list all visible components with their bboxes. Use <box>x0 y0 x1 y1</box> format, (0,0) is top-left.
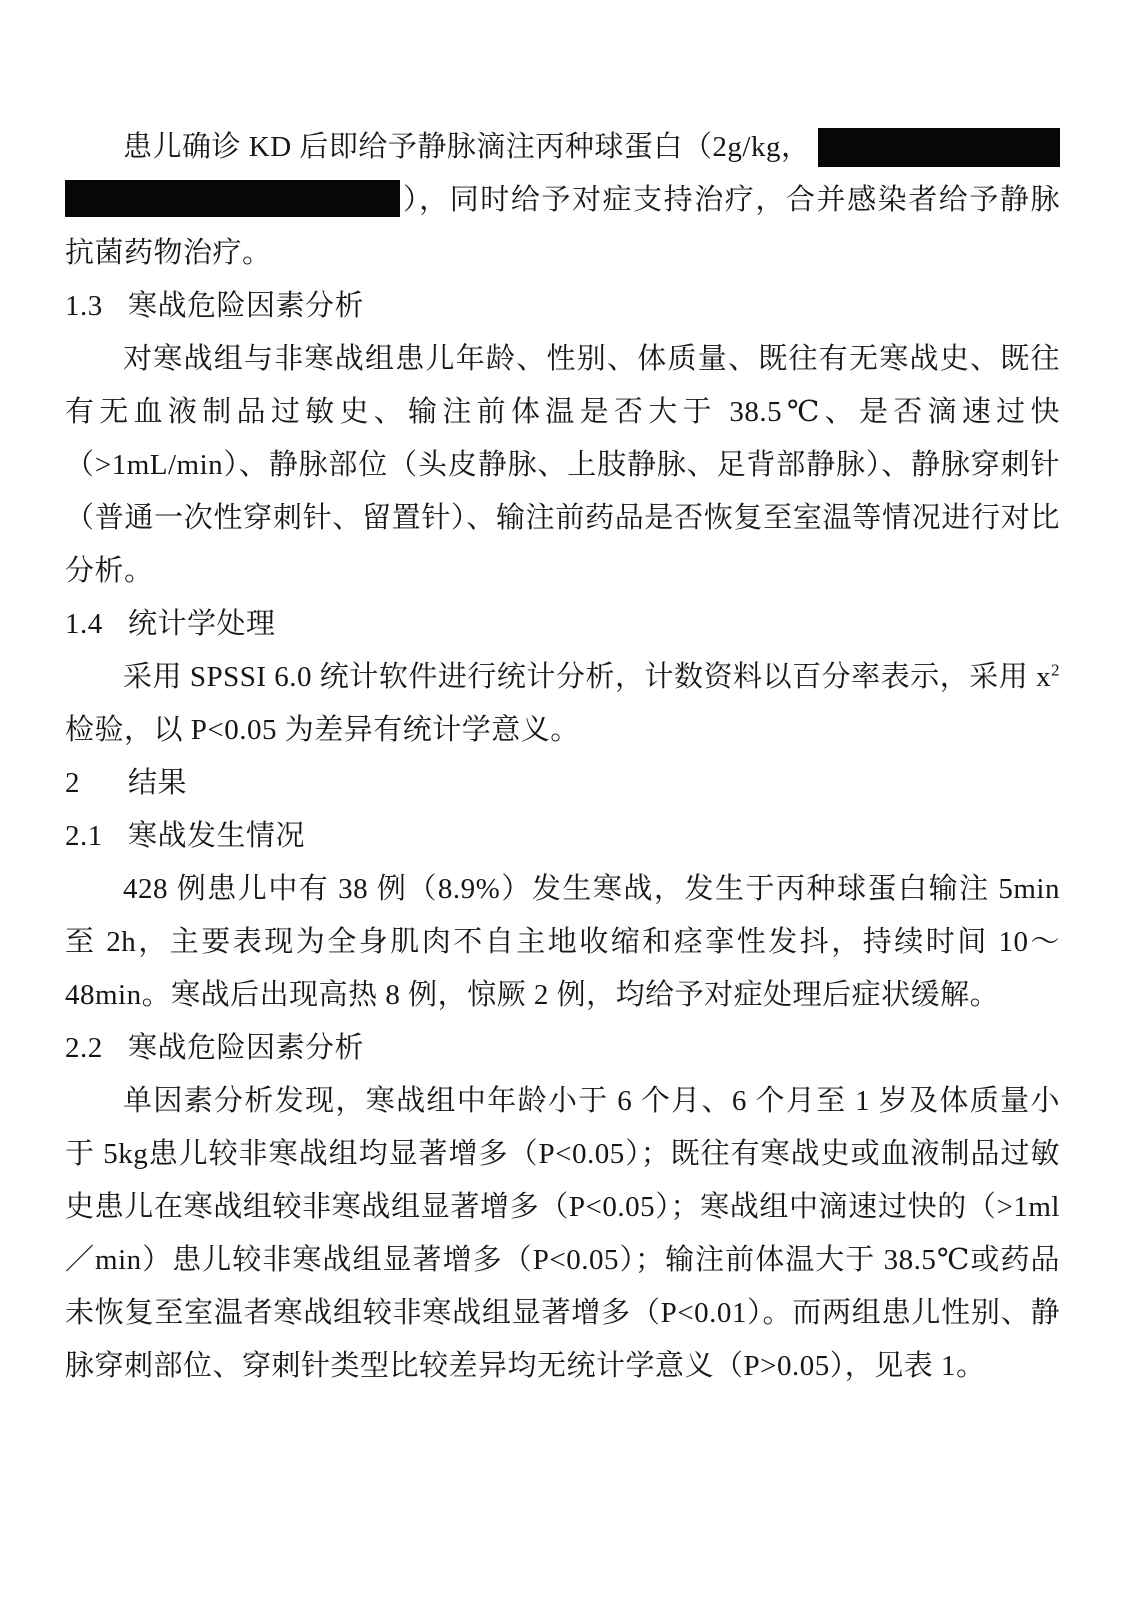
heading-1-4-number: 1.4 <box>65 608 103 640</box>
heading-2-1-number: 2.1 <box>65 820 103 852</box>
redaction-bar-2 <box>65 180 400 217</box>
redaction-bar-1 <box>818 128 1060 167</box>
heading-1-4 <box>65 598 1060 651</box>
paragraph-treatment-line1 <box>65 121 1060 174</box>
heading-1-3-number: 1.3 <box>65 290 103 322</box>
paragraph-risk-methods: 对寒战组与非寒战组患儿年龄、性别、体质量、既往有无寒战史、既往有无血液制品过敏史、输注前体温是否大于 38.5℃、是否滴速过快（>1mL/min）、静脉部位（头皮静脉、上肢静脉、足背部静脉）、静脉穿刺针（普通一次性穿刺针、留置针）、输注前药品是否恢复至室温等情况进行对比分析。 <box>65 343 1060 587</box>
paragraph-risk-results: 单因素分析发现，寒战组中年龄小于 6 个月、6 个月至 1 岁及体质量小于 5kg患儿较非寒战组均显著增多（P<0.05）；既往有寒战史或血液制品过敏史患儿在寒战组较非寒战组显著增多（P<0.05）；寒战组中滴速过快的（>1ml／min）患儿较非寒战组显著增多（P<0.05）；输注前体温大于 38.5℃或药品未恢复至室温者寒战组较非寒战组显著增多（P<0.01）。而两组患儿性别、静脉穿刺部位、穿刺针类型比较差异均无统计学意义（P>0.05），见表 1。 <box>65 1085 1060 1382</box>
paragraph-incidence: 428 例患儿中有 38 例（8.9%）发生寒战，发生于丙种球蛋白输注 5min 至 2h，主要表现为全身肌肉不自主地收缩和痉挛性发抖，持续时间 10～48min。寒战后出现高热 8 例，惊厥 2 例，均给予对症处理后症状缓解。 <box>65 873 1060 1011</box>
statistics-text-before-sup: 采用 SPSSI 6.0 统计软件进行统计分析，计数资料以百分率表示，采用 x <box>123 661 1052 693</box>
heading-2 <box>65 757 1060 810</box>
heading-1-3-title: 寒战危险因素分析 <box>128 290 365 322</box>
heading-2-1 <box>65 810 1060 863</box>
heading-2-1-title: 寒战发生情况 <box>128 820 306 852</box>
heading-1-4-title: 统计学处理 <box>128 608 276 640</box>
heading-2-number: 2 <box>65 767 80 799</box>
document-body <box>65 121 1060 1393</box>
heading-1-3 <box>65 280 1060 333</box>
treatment-text-before-redaction: 患儿确诊 KD 后即给予静脉滴注丙种球蛋白（2g/kg， <box>123 131 811 163</box>
heading-2-2-number: 2.2 <box>65 1032 103 1064</box>
paragraph-treatment-continuation <box>65 174 1060 280</box>
paragraph-treatment <box>65 121 1060 280</box>
heading-2-2 <box>65 1022 1060 1075</box>
treatment-text-after-redaction: ），同时给予对症支持治疗，合并感染者给予静脉抗菌药物治疗。 <box>65 184 1060 269</box>
heading-2-title: 结果 <box>128 767 188 799</box>
paragraph-statistics <box>65 651 1060 757</box>
statistics-text-after-sup: 检验，以 P<0.05 为差异有统计学意义。 <box>65 714 580 746</box>
chi-square-superscript: 2 <box>1051 660 1060 680</box>
heading-2-2-title: 寒战危险因素分析 <box>128 1032 365 1064</box>
